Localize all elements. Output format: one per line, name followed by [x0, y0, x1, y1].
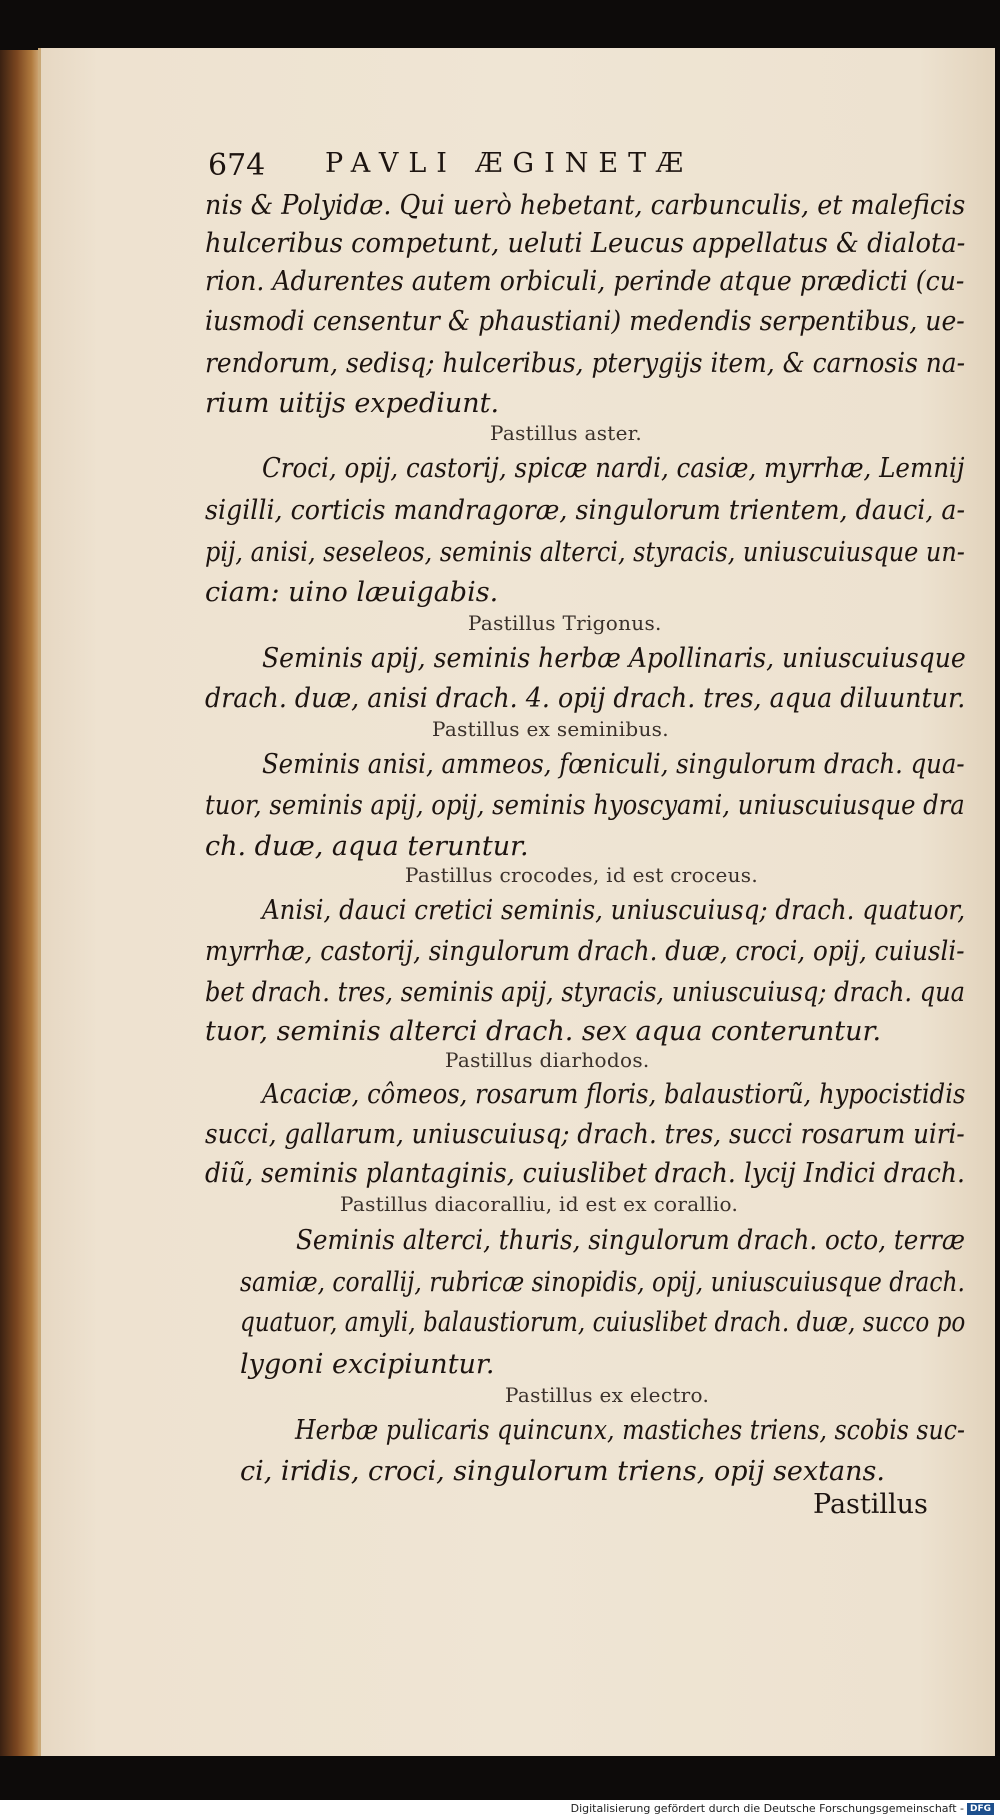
text-line: Acaciæ, cômeos, rosarum floris, balaustiorũ, hypocistidis [262, 1079, 966, 1110]
text-line: hulceribus competunt, ueluti Leucus appellatus & dialota- [205, 228, 966, 259]
text-line: ch. duæ, aqua teruntur. [205, 831, 529, 862]
text-line: ciam: uino læuigabis. [205, 577, 499, 608]
text-line: tuor, seminis alterci drach. sex aqua conteruntur. [205, 1016, 882, 1047]
text-line: bet drach. tres, seminis apij, styracis, uniuscuiusq; drach. qua [205, 977, 965, 1008]
text-line: quatuor, amyli, balaustiorum, cuiuslibet drach. duæ, succo po [240, 1307, 966, 1338]
section-heading: Pastillus ex electro. [505, 1383, 710, 1407]
text-line: sigilli, corticis mandragoræ, singulorum trientem, dauci, a- [205, 495, 966, 526]
section-heading: Pastillus diarhodos. [445, 1048, 650, 1072]
text-line: rion. Adurentes autem orbiculi, perinde atque prædicti (cu- [205, 266, 965, 297]
section-heading: Pastillus diacoralliu, id est ex corallio. [340, 1192, 739, 1216]
section-heading: Pastillus crocodes, id est croceus. [405, 863, 759, 887]
section-heading: Pastillus Trigonus. [468, 611, 662, 635]
text-line: Seminis anisi, ammeos, fœniculi, singulorum drach. qua- [262, 749, 965, 780]
text-line: Seminis alterci, thuris, singulorum drach. octo, terræ [296, 1225, 965, 1256]
dfg-logo: DFG [967, 1803, 994, 1815]
text-line: nis & Polyidæ. Qui uerò hebetant, carbunculis, et maleficis [205, 190, 966, 221]
top-background [0, 0, 1000, 50]
text-line: pij, anisi, seseleos, seminis alterci, styracis, uniuscuiusque un- [205, 537, 965, 568]
text-line: succi, gallarum, uniuscuiusq; drach. tres, succi rosarum uiri- [205, 1119, 965, 1150]
text-line: myrrhæ, castorij, singulorum drach. duæ, croci, opij, cuiusli- [205, 936, 965, 967]
text-line: diũ, seminis plantaginis, cuiuslibet drach. lycij Indici drach. [205, 1158, 965, 1189]
text-line: Croci, opij, castorij, spicæ nardi, casiæ, myrrhæ, Lemnij [262, 453, 965, 484]
book-spine [0, 50, 42, 1758]
text-line: lygoni excipiuntur. [240, 1349, 495, 1380]
bottom-background [0, 1756, 1000, 1800]
text-line: Anisi, dauci cretici seminis, uniuscuiusq; drach. quatuor, [262, 895, 966, 926]
page-number: 674 [208, 148, 266, 183]
text-line: Seminis apij, seminis herbæ Apollinaris, uniuscuiusque [262, 643, 966, 674]
text-line: iusmodi censentur & phaustiani) medendis serpentibus, ue- [205, 306, 965, 337]
catchword: Pastillus [813, 1489, 928, 1520]
digitization-credit-bar [0, 1800, 1000, 1817]
text-line: drach. duæ, anisi drach. 4. opij drach. tres, aqua diluuntur. [205, 683, 966, 714]
text-line: rium uitijs expediunt. [205, 388, 500, 419]
text-line: rendorum, sedisq; hulceribus, pterygijs item, & carnosis na- [205, 348, 966, 379]
text-line: Herbæ pulicaris quincunx, mastiches triens, scobis suc- [295, 1415, 965, 1446]
text-line: ci, iridis, croci, singulorum triens, opij sextans. [240, 1456, 885, 1487]
text-line: tuor, seminis apij, opij, seminis hyoscyami, uniuscuiusque dra [205, 790, 965, 821]
section-heading: Pastillus aster. [490, 421, 643, 445]
text-line: samiæ, corallij, rubricæ sinopidis, opij, uniuscuiusque drach. [240, 1267, 965, 1298]
digitization-credit: Digitalisierung gefördert durch die Deutsche Forschungsgemeinschaft - [570, 1802, 964, 1815]
section-heading: Pastillus ex seminibus. [432, 717, 669, 741]
running-head: PAVLI ÆGINETÆ [325, 148, 694, 179]
